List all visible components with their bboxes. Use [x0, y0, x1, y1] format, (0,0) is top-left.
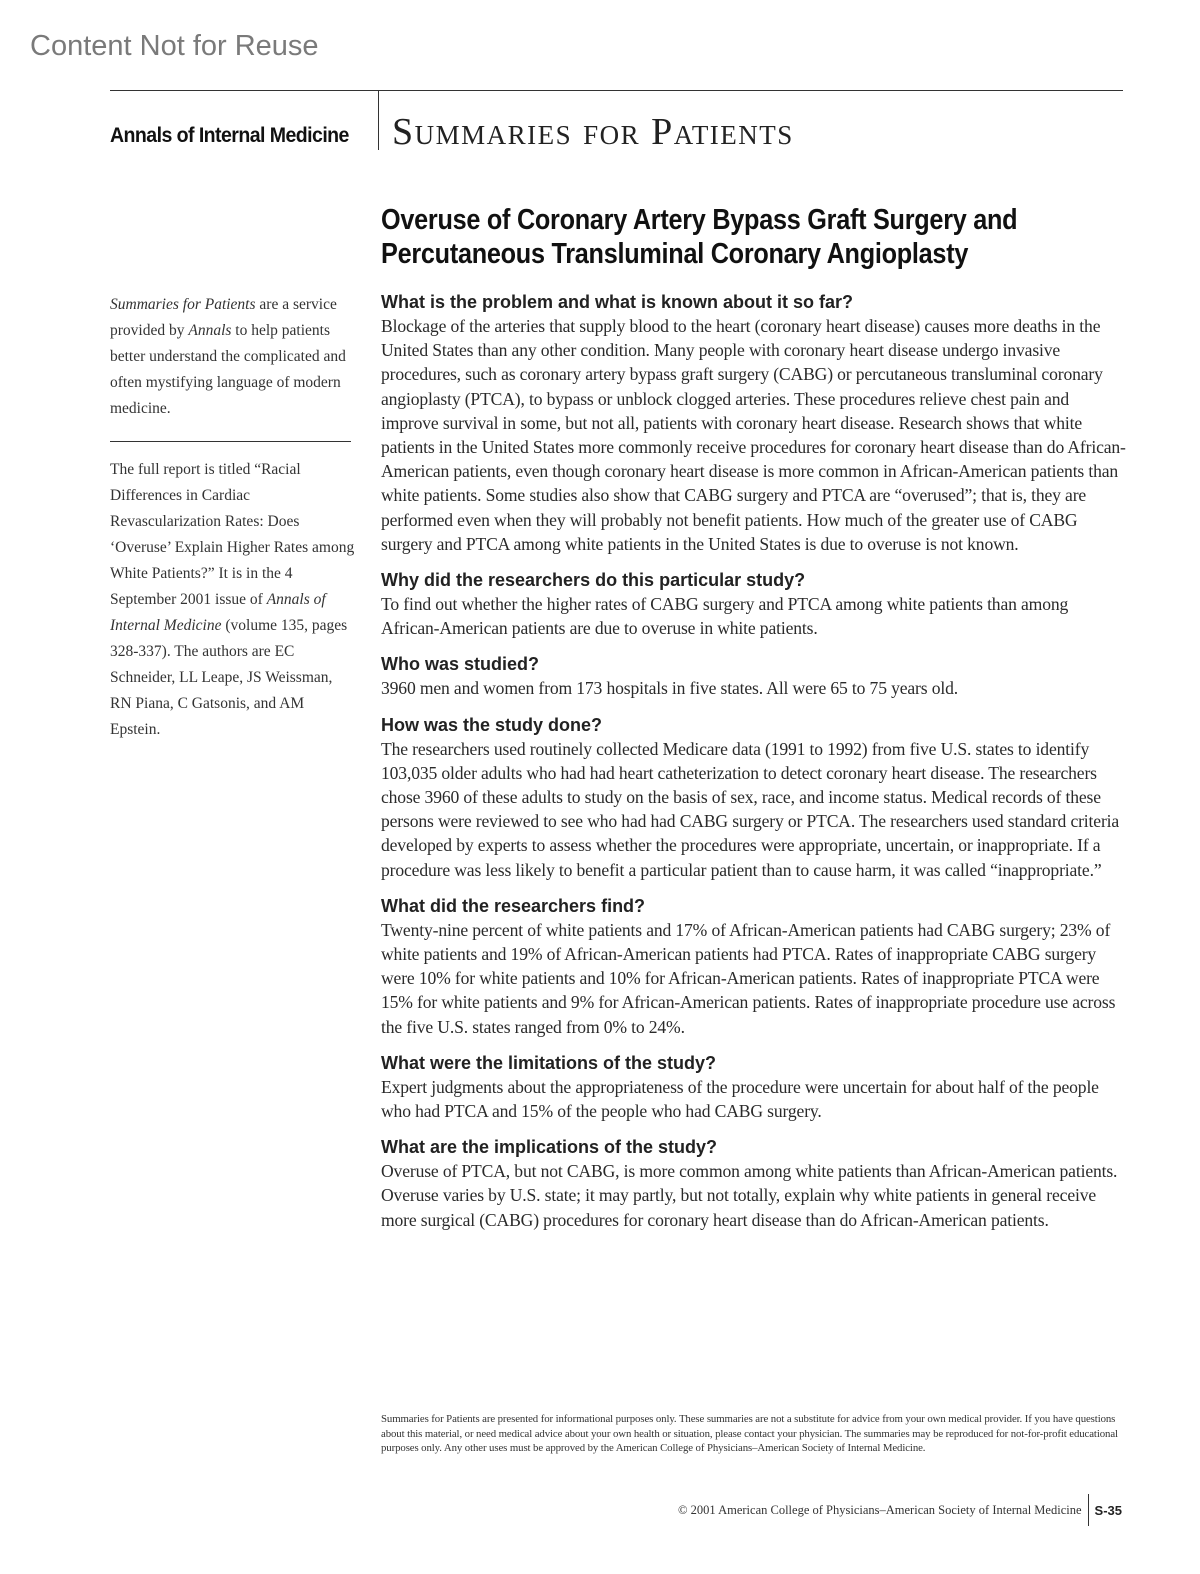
main-content — [381, 290, 1126, 1244]
sidebar-rule — [110, 441, 351, 442]
section-heading: What did the researchers find? — [381, 895, 646, 916]
sidebar-intro-rest: to help patients better understand the complicated and often mystifying language of modern medicine. — [110, 322, 346, 417]
sidebar-intro-series: Summaries for Patients — [110, 296, 256, 313]
section-limitations — [381, 1051, 1126, 1123]
section-body: The researchers used routinely collected Medicare data (1991 to 1992) from five U.S. states to identify 103,035 older adults who had had heart catheterization to detect coronary heart disease. The researchers chose 3960 of these adults to study on the basis of sex, race, and income status. Medical records of these persons were reviewed to see who had had CABG surgery or PTCA. The researchers used standard criteria developed by experts to assess whether the procedures were appropriate, uncertain, or inappropriate. If a procedure was less likely to benefit a particular patient than to cause harm, it was called “inappropriate.” — [381, 738, 1120, 880]
sidebar-intro-mid: are a service provided by — [110, 296, 337, 339]
section-title: Summaries for Patients — [392, 111, 794, 153]
article-title-line-2: Percutaneous Transluminal Coronary Angioplasty — [381, 238, 969, 270]
section-body: To find out whether the higher rates of CABG surgery and PTCA among white patients than among African-American patients are due to overuse in white patients. — [381, 594, 1069, 639]
disclaimer: Summaries for Patients are presented for informational purposes only. These summaries are not a substitute for advice from your own medical provider. If you have questions about this material, or need medical advice about your own health or situation, please contact your physician. The summaries may be reproduced for not-for-profit educational purposes only. Any other uses must be approved by the American College of Physicians–American Society of Internal Medicine. — [381, 1413, 1118, 1454]
header-rule — [110, 90, 1123, 91]
page-footer — [678, 1494, 1122, 1526]
section-body: Blockage of the arteries that supply blood to the heart (coronary heart disease) causes more deaths in the United States than any other condition. Many people with coronary heart disease undergo invasive procedures, such as coronary artery bypass graft surgery (CABG) or percutaneous transluminal coronary angioplasty (PTCA), to bypass or unblock clogged arteries. These procedures relieve chest pain and improve survival in some, but not all, patients with coronary heart disease. Research shows that white patients in the United States more commonly receive procedures for coronary heart disease than do African-American patients, even though coronary heart disease is more common in African-American patients than white patients. Some studies also show that CABG surgery and PTCA are “overused”; that is, they are performed even when they will probably not benefit patients. How much of the greater use of CABG surgery and PTCA among white patients in the United States is due to overuse is not known. — [381, 316, 1126, 554]
article-title — [381, 203, 1025, 271]
section-findings — [381, 894, 1126, 1039]
section-why — [381, 568, 1126, 640]
section-heading: Who was studied? — [381, 654, 540, 675]
section-heading: What are the implications of the study? — [381, 1137, 718, 1158]
section-body: 3960 men and women from 173 hospitals in five states. All were 65 to 75 years old. — [381, 678, 958, 699]
section-problem — [381, 290, 1126, 556]
article-title-line-1: Overuse of Coronary Artery Bypass Graft Surgery and — [381, 204, 1018, 236]
section-heading: What is the problem and what is known about it so far? — [381, 292, 854, 312]
section-heading: What were the limitations of the study? — [381, 1052, 717, 1073]
watermark-text: Content Not for Reuse — [30, 30, 319, 62]
sidebar — [110, 292, 355, 743]
header-divider — [378, 90, 379, 150]
section-body: Overuse of PTCA, but not CABG, is more common among white patients than African-American patients. Overuse varies by U.S. state; it may partly, but not totally, explain why white patients in general receive more surgical (CABG) procedures for coronary heart disease than do African-American patients. — [381, 1161, 1118, 1230]
journal-name: Annals of Internal Medicine — [110, 124, 349, 147]
page-number: S-35 — [1094, 1502, 1122, 1518]
copyright: © 2001 American College of Physicians–American Society of Internal Medicine — [678, 1502, 1082, 1517]
footer-divider — [1088, 1494, 1089, 1526]
section-body: Twenty-nine percent of white patients and 17% of African-American patients had CABG surgery; 23% of white patients and 19% of African-American patients had PTCA. Rates of inappropriate CABG surgery were 10% for white patients and 10% for African-American patients. Rates of inappropriate PTCA were 15% for white patients and 9% for African-American patients. Rates of inappropriate procedure use across the five U.S. states ranged from 0% to 24%. — [381, 919, 1116, 1037]
sidebar-intro — [110, 292, 355, 422]
sidebar-intro-annals: Annals — [188, 322, 232, 339]
section-heading: How was the study done? — [381, 714, 603, 735]
sidebar-report-end: (volume 135, pages 328-337). The authors are EC Schneider, LL Leape, JS Weissman, RN Piana, C Gatsonis, and AM Epstein. — [110, 617, 348, 738]
section-heading: Why did the researchers do this particular study? — [381, 570, 806, 591]
sidebar-report-journal: Annals of Internal Medicine — [110, 591, 326, 634]
section-who — [381, 652, 1126, 700]
sidebar-report-info — [110, 457, 355, 743]
section-how — [381, 713, 1126, 882]
section-body: Expert judgments about the appropriateness of the procedure were uncertain for about half of the people who had PTCA and 15% of the people who had CABG surgery. — [381, 1076, 1099, 1122]
section-implications — [381, 1135, 1126, 1232]
sidebar-report-start: The full report is titled “Racial Differences in Cardiac Revascularization Rates: Does ‘Overuse’ Explain Higher Rates among White Patients?” It is in the 4 September 2001 issue of — [110, 461, 355, 608]
